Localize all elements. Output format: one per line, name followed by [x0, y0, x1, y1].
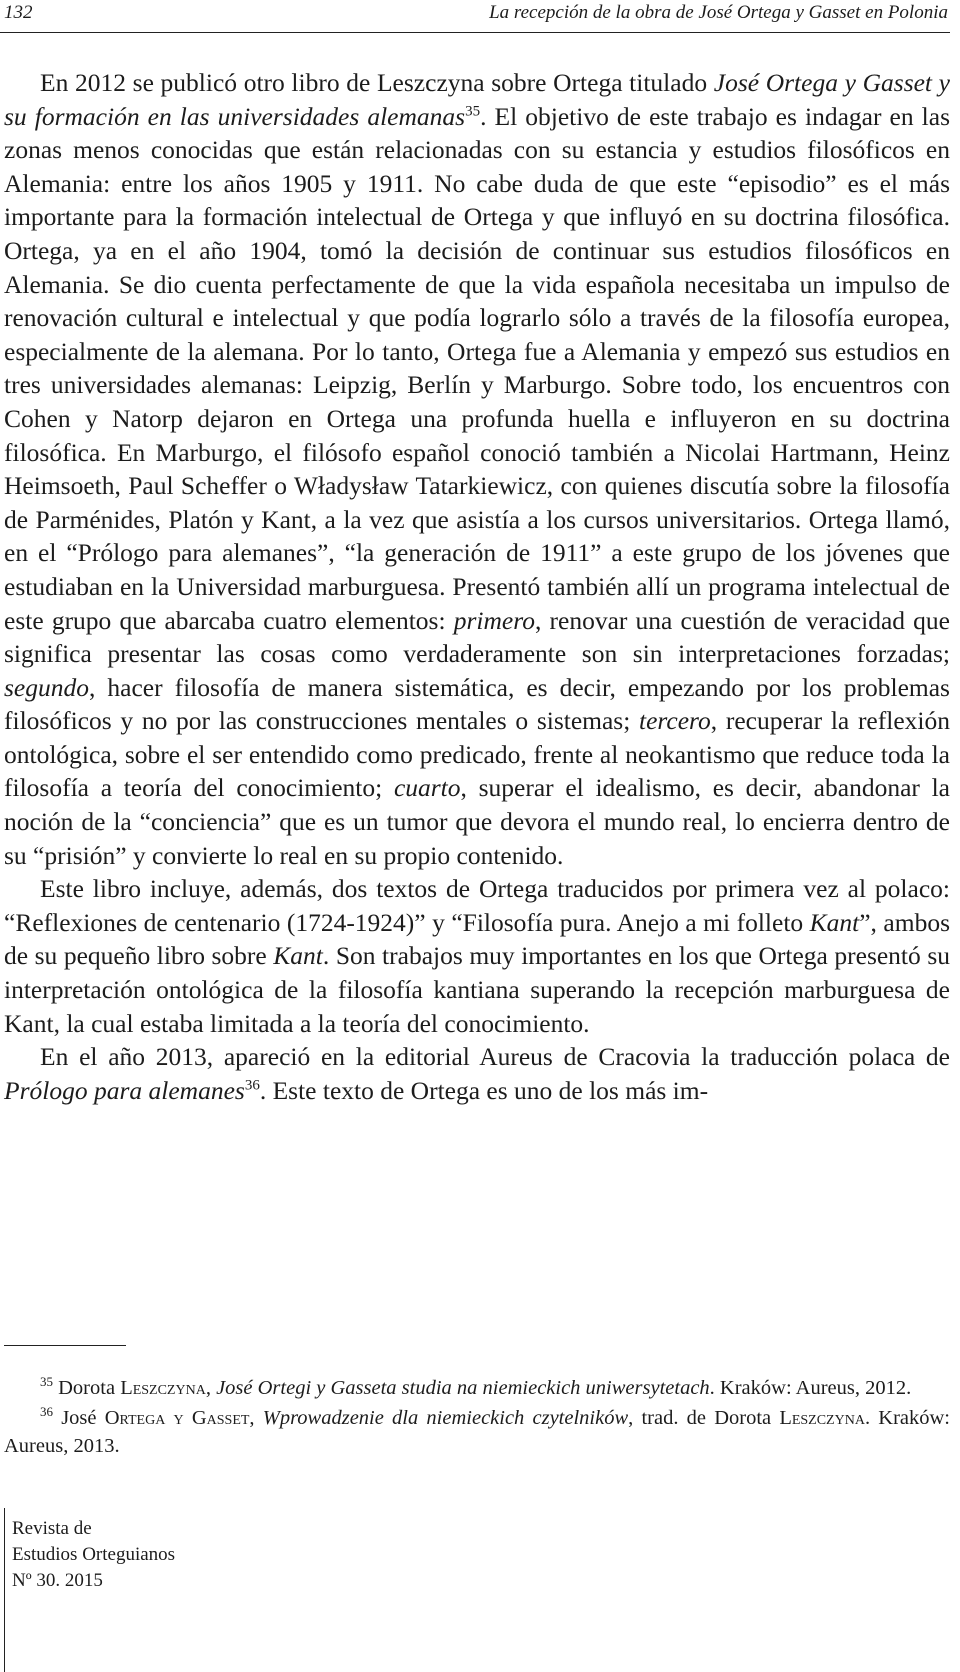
emphasis: cuarto	[393, 773, 461, 803]
text-run: Este libro incluye, además, dos textos de Ortega traducidos por primera vez al polaco: “Reflexiones de centenario (1724-1924)” y “Filosofía pura. Anejo a mi folleto	[4, 874, 950, 937]
footnote-ref-35[interactable]: 35	[465, 103, 481, 120]
emphasis: segundo	[4, 672, 89, 702]
footnote-number: 36	[40, 1404, 53, 1420]
footnote-35	[4, 1374, 950, 1402]
paragraph-2	[4, 872, 950, 1040]
book-title: Wprowadzenie dla niemieckich czytelników	[262, 1407, 629, 1429]
text-run: . Kraków: Aureus, 2012.	[709, 1377, 912, 1399]
paragraph-1	[4, 66, 950, 872]
footnote-36	[4, 1404, 950, 1460]
text-run: , hacer filosofía de manera sistemática, es decir, empezando por los problemas filosóficos y no por las construcciones mentales o sistemas;	[4, 672, 950, 736]
footnotes	[4, 1374, 950, 1462]
text-run: . Este texto de Ortega es uno de los más im-	[259, 1075, 709, 1105]
emphasis: tercero	[639, 706, 711, 736]
text-run: ”, ambos de su pequeño libro sobre	[4, 907, 950, 971]
body-text	[4, 66, 950, 1107]
text-run: , renovar una cuestión de veracidad que significa presentar las cosas como verdaderamente son sin interpretaciones forzadas;	[4, 605, 951, 669]
footnote-number: 35	[40, 1374, 53, 1390]
book-title: José Ortega y Gasset y su formación en las universidades alemanas	[4, 68, 950, 131]
journal-line-1: Revista de	[12, 1518, 92, 1539]
text-run: , recuperar la reflexión ontológica, sobre el ser entendido como predicado, frente al neokantismo que reduce toda la filosofía a teoría del conocimiento;	[4, 706, 950, 803]
author-surname: Ortega y Gasset	[104, 1407, 250, 1429]
journal-marker-line	[4, 1508, 11, 1672]
text-run: , superar el idealismo, es decir, abandonar la noción de la “conciencia” que es un tumor que devora el mundo real, lo encierra dentro de su “prisión” y convierte lo real en su propio contenido.	[4, 773, 950, 870]
book-title: Kant	[273, 941, 323, 971]
running-title: La recepción de la obra de José Ortega y Gasset en Polonia	[489, 2, 948, 23]
translator-surname: Leszczyna	[779, 1407, 865, 1429]
text-run: ,	[249, 1407, 263, 1429]
journal-line-3: Nº 30. 2015	[12, 1570, 103, 1591]
text-run: Dorota	[53, 1377, 121, 1399]
text-run: En 2012 se publicó otro libro de Leszczyna sobre Ortega titulado	[40, 68, 714, 97]
paragraph-3	[4, 1040, 950, 1107]
text-run: . Kraków: Aureus, 2013.	[4, 1407, 951, 1457]
text-run: . Son trabajos muy importantes en los que Ortega presentó su interpretación ontológica de la filosofía kantiana superando la recepción marburguesa de Kant, la cual estaba limitada a la teoría del conocimiento.	[4, 941, 950, 1038]
emphasis: primero	[453, 605, 535, 635]
journal-line-2: Estudios Orteguianos	[12, 1544, 176, 1565]
author-surname: Leszczyna	[120, 1377, 206, 1399]
book-title: Kant	[809, 907, 860, 937]
text-run: , trad. de Dorota	[628, 1407, 780, 1429]
footnote-ref-36[interactable]: 36	[244, 1077, 260, 1094]
text-run: En el año 2013, apareció en la editorial Aureus de Cracovia la traducción polaca de	[40, 1042, 950, 1072]
text-run: ,	[205, 1377, 217, 1399]
page-number: 132	[4, 2, 33, 23]
text-run: . El objetivo de este trabajo es indagar en las zonas menos conocidas que están relacionadas con su estancia y estudios filosóficos en Alemania: entre los años 1905 y 1911. No cabe duda de que este “episodio” es el más importante para la formación intelectual de Ortega y que influyó en su doctrina filosófica. Ortega, ya en el año 1904, tomó la decisión de continuar sus estudios filosóficos en Alemania. Se dio cuenta perfectamente de que la vida española necesitaba un impulso de renovación cultural e intelectual y que podía lograrlo sólo a través de la filosofía europea, especialmente de la alemana. Por lo tanto, Ortega fue a Alemania y empezó sus estudios en tres universidades alemanas: Leipzig, Berlín y Marburgo. Sobre todo, los encuentros con Cohen y Natorp dejaron en Ortega una profunda huella e influyeron en su doctrina filosófica. En Marburgo, el filósofo español conoció también a Nicolai Hartmann, Heinz Heimsoeth, Paul Scheffer o Władysław Tatarkiewicz, con quienes discutía sobre la filosofía de Parménides, Platón y Kant, a la vez que asistía a los cursos universitarios. Ortega llamó, en el “Prólogo para alemanes”, “la generación de 1911” a este grupo de los jóvenes que estudiaban en la Universidad marburguesa. Presentó también allí un programa intelectual de este grupo que abarcaba cuatro elementos:	[4, 101, 950, 635]
footnote-divider	[4, 1345, 126, 1346]
book-title: José Ortegi y Gasseta studia na niemieckich uniwersytetach	[216, 1377, 710, 1399]
page-header	[0, 0, 950, 33]
journal-info	[12, 1516, 175, 1594]
book-title: Prólogo para alemanes	[4, 1075, 245, 1105]
text-run: José	[53, 1407, 105, 1429]
